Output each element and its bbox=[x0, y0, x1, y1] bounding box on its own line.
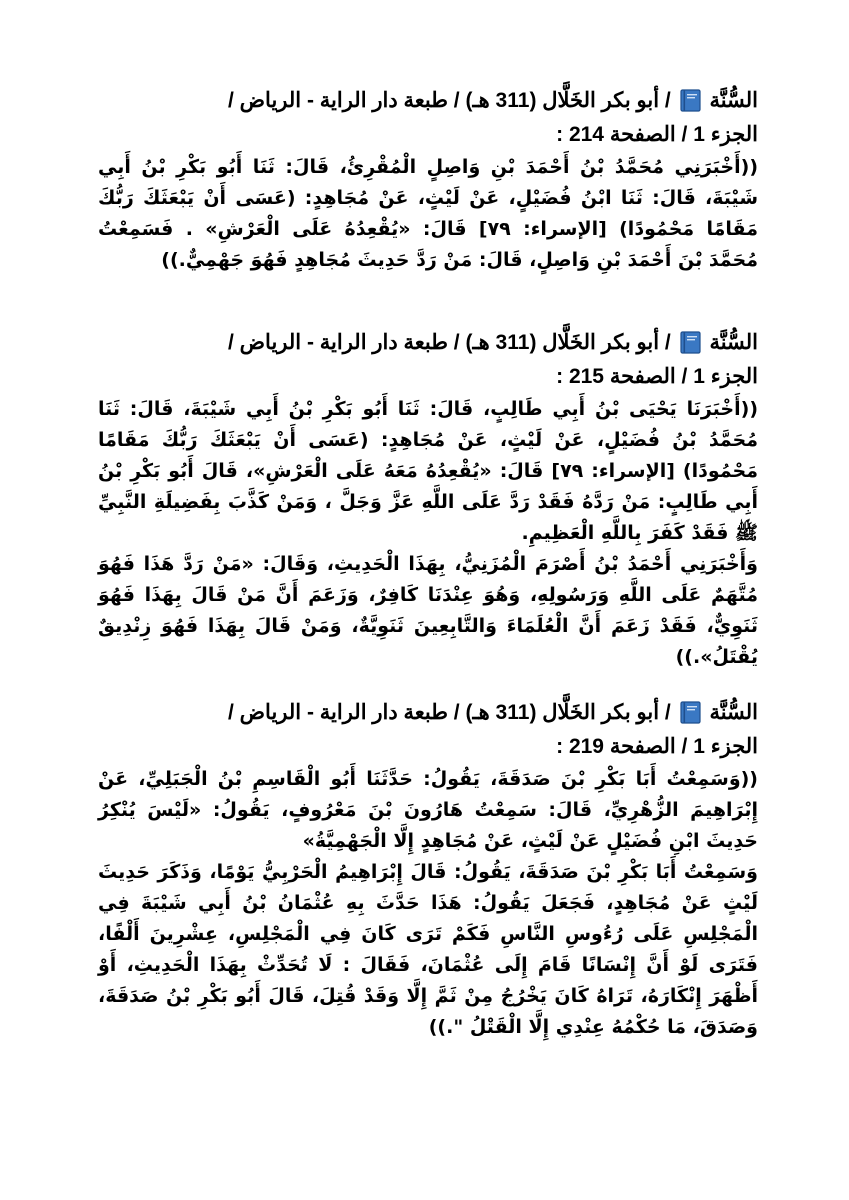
hadith-text: ((أَخْبَرَنِي مُحَمَّدُ بْنُ أَحْمَدَ بْنِ وَاصِلٍ الْمُقْرِئُ، قَالَ: ثَنَا أَبُو بَكْرِ بْنُ أَبِي شَيْبَةَ، قَالَ: ثَنَا ابْنُ فُضَيْلٍ، عَنْ لَيْثٍ، عَنْ مُجَاهِدٍ: (عَسَى أَنْ يَبْعَثَكَ رَبُّكَ مَقَامًا مَحْمُودًا) [الإسراء: ٧٩] قَالَ: «يُقْعِدُهُ عَلَى الْعَرْشِ» . فَسَمِعْتُ مُحَمَّدَ بْنَ أَحْمَدَ بْنِ وَاصِلٍ، قَالَ: مَنْ رَدَّ حَدِيثَ مُجَاهِدٍ فَهُوَ جَهْمِيٌّ.)) bbox=[98, 156, 758, 271]
hadith-text: وَسَمِعْتُ أَبَا بَكْرِ بْنَ صَدَقَةَ، يَقُولُ: قَالَ إِبْرَاهِيمُ الْحَرْبِيُّ يَوْمًا، وَذَكَرَ حَدِيثَ لَيْثٍ عَنْ مُجَاهِدٍ، فَجَعَلَ يَقُولُ: هَذَا حَدَّثَ بِهِ عُثْمَانُ بْنُ أَبِي شَيْبَةَ فِي الْمَجْلِسِ عَلَى رُءُوسِ النَّاسِ فَكَمْ تَرَى كَانَ فِي الْمَجْلِسِ، عِشْرِينَ أَلْفًا، فَتَرَى لَوْ أَنَّ إِنْسَانًا قَامَ إِلَى عُثْمَانَ، فَقَالَ : لَا تُحَدِّثْ بِهَذَا الْحَدِيثِ، أَوْ أَظْهَرَ إِنْكَارَهُ، تَرَاهُ كَانَ يَخْرُجُ مِنْ ثَمَّ إِلَّا وَقَدْ قُتِلَ، قَالَ أَبُو بَكْرِ بْنُ صَدَقَةَ، وَصَدَقَ، مَا حُكْمُهُ عِنْدِي إِلَّا الْقَتْلُ ".)) bbox=[98, 861, 758, 1038]
source-header bbox=[98, 696, 758, 730]
hadith-text: ((وَسَمِعْتُ أَبَا بَكْرِ بْنَ صَدَقَةَ، يَقُولُ: حَدَّثَنَا أَبُو الْقَاسِمِ بْنُ الْجَبَلِيِّ، عَنْ إِبْرَاهِيمَ الزُّهْرِيِّ، قَالَ: سَمِعْتُ هَارُونَ بْنَ مَعْرُوفٍ، يَقُولُ: «لَيْسَ يُنْكِرُ حَدِيثَ ابْنِ فُضَيْلٍ عَنْ لَيْثٍ، عَنْ مُجَاهِدٍ إِلَّا الْجَهْمِيَّةُ» bbox=[98, 768, 758, 852]
volume-page-location: الجزء 1 / الصفحة 219 : bbox=[556, 735, 758, 758]
source-details: / أبو بكر الخَلَّال (311 هـ) / طبعة دار الراية - الرياض / bbox=[228, 701, 671, 724]
citation-entry bbox=[98, 84, 758, 276]
source-header bbox=[98, 84, 758, 118]
book-icon bbox=[680, 331, 701, 354]
hadith-text: ((أَخْبَرَنَا يَحْيَى بْنُ أَبِي طَالِبٍ، قَالَ: ثَنَا أَبُو بَكْرِ بْنُ أَبِي شَيْبَةَ، قَالَ: ثَنَا مُحَمَّدُ بْنُ فُضَيْلٍ، عَنْ لَيْثٍ، عَنْ مُجَاهِدٍ: (عَسَى أَنْ يَبْعَثَكَ رَبُّكَ مَقَامًا مَحْمُودًا) [الإسراء: ٧٩] قَالَ: «يُقْعِدُهُ مَعَهُ عَلَى الْعَرْشِ»، قَالَ أَبُو بَكْرِ بْنُ أَبِي طَالِبٍ: مَنْ رَدَّهُ فَقَدْ رَدَّ عَلَى اللَّهِ عَزَّ وَجَلَّ ، وَمَنْ كَذَّبَ بِفَضِيلَةِ النَّبِيِّ ﷺ فَقَدْ كَفَرَ بِاللَّهِ الْعَظِيمِ. bbox=[98, 398, 758, 544]
book-title[interactable]: السُّنَّة bbox=[709, 331, 758, 354]
book-icon bbox=[680, 701, 701, 724]
source-details: / أبو بكر الخَلَّال (311 هـ) / طبعة دار الراية - الرياض / bbox=[228, 89, 671, 112]
book-title[interactable]: السُّنَّة bbox=[709, 701, 758, 724]
book-title[interactable]: السُّنَّة bbox=[709, 89, 758, 112]
volume-page-location: الجزء 1 / الصفحة 215 : bbox=[556, 365, 758, 388]
book-icon bbox=[680, 89, 701, 112]
citation-entry bbox=[98, 326, 758, 673]
source-header bbox=[98, 326, 758, 360]
hadith-text: وَأَخْبَرَنِي أَحْمَدُ بْنُ أَصْرَمَ الْمُزَنِيُّ، بِهَذَا الْحَدِيثِ، وَقَالَ: «مَنْ رَدَّ هَذَا فَهُوَ مُتَّهَمٌ عَلَى اللَّهِ وَرَسُولِهِ، وَهُوَ عِنْدَنَا كَافِرٌ، وَزَعَمَ أَنَّ مَنْ قَالَ بِهَذَا فَهُوَ ثَنَوِيٌّ، فَقَدْ زَعَمَ أَنَّ الْعُلَمَاءَ وَالتَّابِعِينَ ثَنَوِيَّةٌ، وَمَنْ قَالَ بِهَذَا فَهُوَ زِنْدِيقٌ يُقْتَلُ».)) bbox=[98, 553, 758, 668]
source-details: / أبو بكر الخَلَّال (311 هـ) / طبعة دار الراية - الرياض / bbox=[228, 331, 671, 354]
citation-entry bbox=[98, 696, 758, 1043]
volume-page-location: الجزء 1 / الصفحة 214 : bbox=[556, 123, 758, 146]
